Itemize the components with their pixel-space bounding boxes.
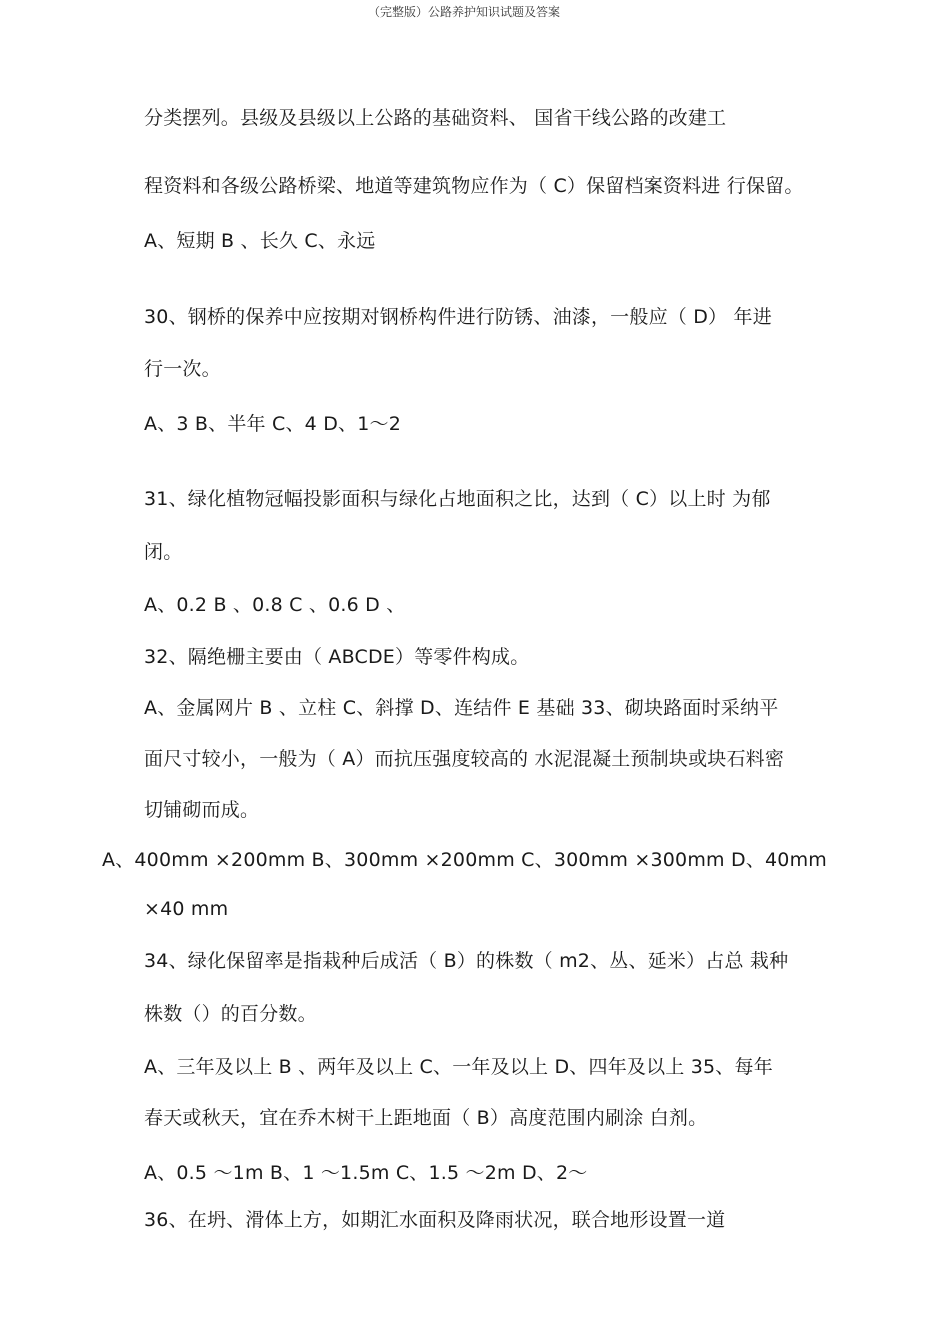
text-line: A、3 B、半年 C、4 D、1～2 <box>144 413 402 435</box>
text-line: 程资料和各级公路桥梁、地道等建筑物应作为（ C）保留档案资料进 行保留。 <box>144 175 804 197</box>
text-line: A、0.2 B 、0.8 C 、0.6 D 、 <box>144 594 406 616</box>
text-line: 分类摆列。县级及县级以上公路的基础资料、 国省干线公路的改建工 <box>144 107 727 129</box>
text-line: A、三年及以上 B 、两年及以上 C、一年及以上 D、四年及以上 35、每年 <box>144 1056 773 1078</box>
text-line: 34、绿化保留率是指栽种后成活（ B）的株数（ m2、丛、延米）占总 栽种 <box>144 950 789 972</box>
text-line: A、0.5 ～1m B、1 ～1.5m C、1.5 ～2m D、2～ <box>144 1162 588 1184</box>
text-line: 36、在坍、滑体上方，如期汇水面积及降雨状况，联合地形设置一道 <box>144 1209 726 1231</box>
text-line: A、短期 B 、长久 C、永远 <box>144 230 376 252</box>
text-line: 32、隔绝栅主要由（ ABCDE）等零件构成。 <box>144 646 530 668</box>
text-line: 株数（）的百分数。 <box>144 1003 317 1025</box>
text-line: A、金属网片 B 、立柱 C、斜撑 D、连结件 E 基础 33、砌块路面时采纳平 <box>144 697 779 719</box>
text-line: 闭。 <box>144 541 183 563</box>
text-line: 面尺寸较小，一般为（ A）而抗压强度较高的 水泥混凝土预制块或块石料密 <box>144 748 785 770</box>
page-header-title: （完整版）公路养护知识试题及答案 <box>368 5 561 19</box>
text-line: ×40 mm <box>144 898 229 920</box>
text-line: 行一次。 <box>144 358 221 380</box>
text-line: 30、钢桥的保养中应按期对钢桥构件进行防锈、油漆，一般应（ D） 年进 <box>144 306 772 328</box>
text-line: 31、绿化植物冠幅投影面积与绿化占地面积之比，达到（ C）以上时 为郁 <box>144 488 771 510</box>
text-line: A、400mm ×200mm B、300mm ×200mm C、300mm ×300mm D、40mm <box>102 849 828 871</box>
text-line: 春天或秋天，宜在乔木树干上距地面（ B）高度范围内刷涂 白剂。 <box>144 1107 708 1129</box>
text-line: 切铺砌而成。 <box>144 799 260 821</box>
